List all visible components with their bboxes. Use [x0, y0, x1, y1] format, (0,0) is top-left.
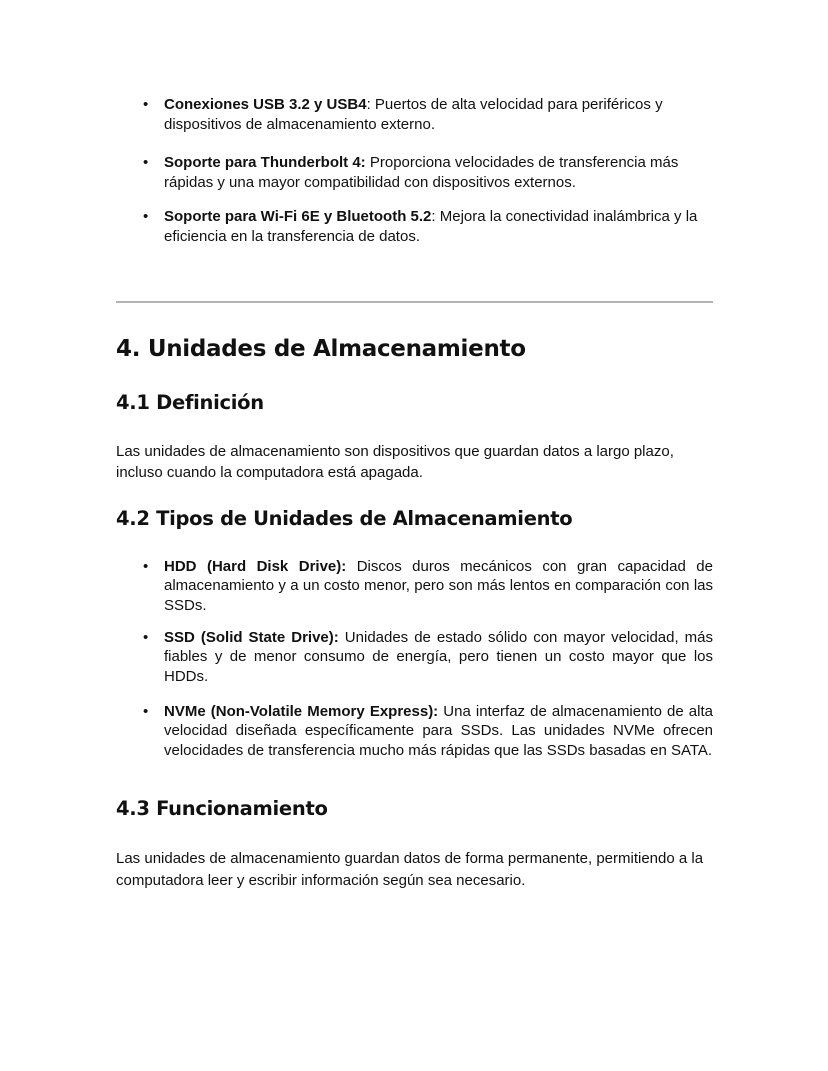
- subsection-heading: 4.2 Tipos de Unidades de Almacenamiento: [116, 507, 573, 530]
- list-item: [164, 702, 713, 760]
- paragraph: Las unidades de almacenamiento guardan datos de forma permanente, permitiendo a la computadora leer y escribir información según sea necesario.: [116, 850, 704, 889]
- item-text: : Mejora la conectividad inalámbrica y la eficiencia en la transferencia de datos.: [164, 208, 698, 245]
- item-term: NVMe (Non-Volatile Memory Express):: [164, 703, 439, 720]
- list-item: [164, 95, 713, 135]
- item-term: Soporte para Thunderbolt 4:: [164, 154, 366, 171]
- list-item: [164, 207, 713, 247]
- item-text: : Puertos de alta velocidad para periféricos y dispositivos de almacenamiento externo.: [164, 96, 663, 133]
- list-item: [164, 628, 713, 686]
- list-item: [164, 153, 713, 193]
- section-heading: 4. Unidades de Almacenamiento: [116, 336, 526, 362]
- item-text: Unidades de estado sólido con mayor velocidad, más fiables y de menor consumo de energía, pero tienen un costo mayor que los HDDs.: [164, 629, 714, 685]
- item-term: SSD (Solid State Drive):: [164, 629, 339, 646]
- list-item: [164, 557, 713, 615]
- item-term: Soporte para Wi-Fi 6E y Bluetooth 5.2: [164, 208, 432, 225]
- subsection-heading: 4.3 Funcionamiento: [116, 797, 328, 820]
- item-text: Discos duros mecánicos con gran capacidad de almacenamiento y a un costo menor, pero son más lentos en comparación con las SSDs.: [164, 558, 713, 614]
- item-text: Una interfaz de almacenamiento de alta velocidad diseñada específicamente para SSDs. Las unidades NVMe ofrecen velocidades de transferencia mucho más rápidas que las SSDs basadas en SATA.: [164, 703, 713, 759]
- item-text: Proporciona velocidades de transferencia más rápidas y una mayor compatibilidad con dispositivos externos.: [164, 154, 679, 191]
- item-term: Conexiones USB 3.2 y USB4: [164, 96, 367, 113]
- subsection-heading: 4.1 Definición: [116, 391, 264, 414]
- item-term: HDD (Hard Disk Drive):: [164, 558, 347, 575]
- paragraph: Las unidades de almacenamiento son dispositivos que guardan datos a largo plazo, incluso cuando la computadora está apagada.: [116, 443, 674, 481]
- horizontal-divider: [116, 301, 713, 303]
